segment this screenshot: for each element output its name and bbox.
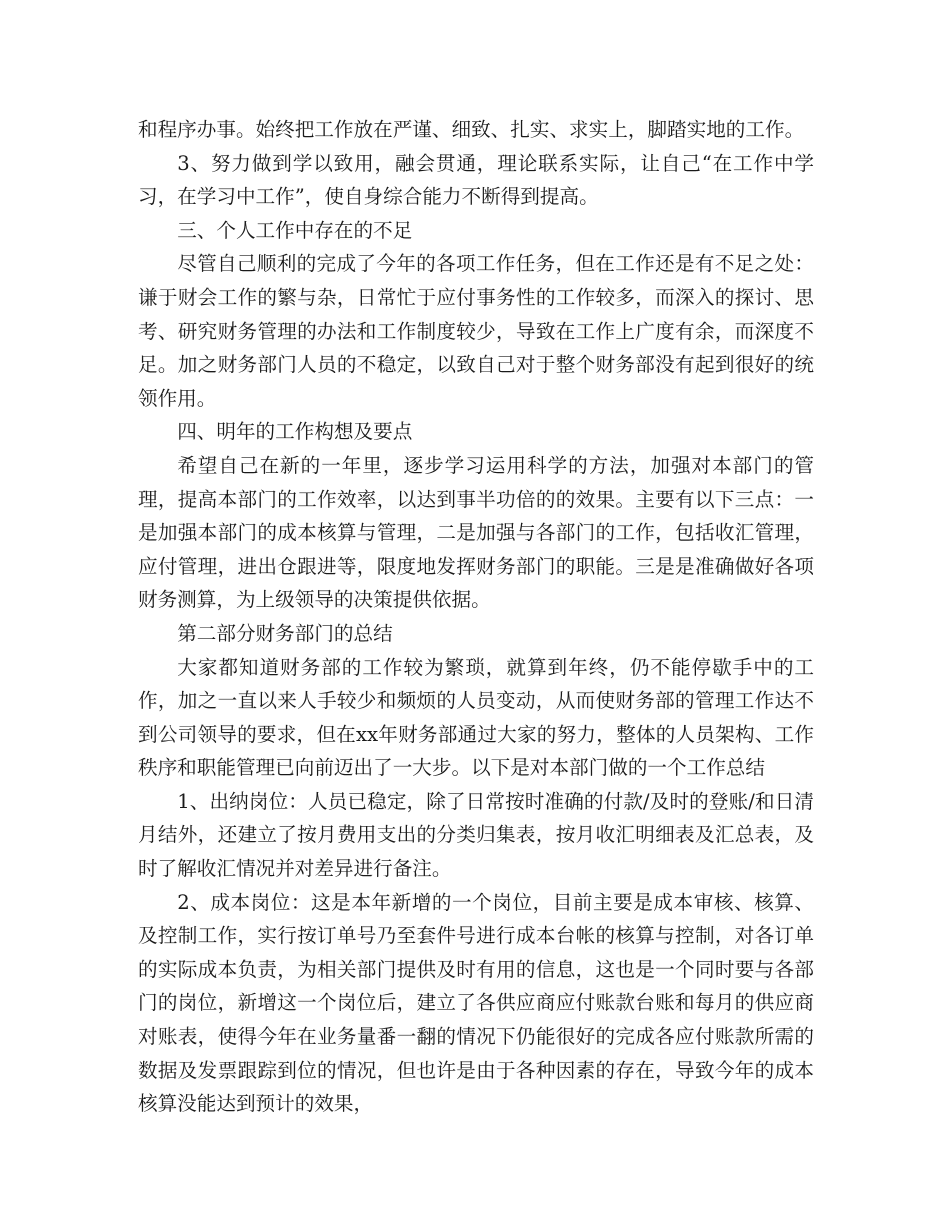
paragraph-shortcomings: 尽管自己顺利的完成了今年的各项工作任务，但在工作还是有不足之处：谦于财会工作的繁与杂，日常忙于应付事务性的工作较多，而深入的探讨、思考、研究财务管理的办法和工作制度较少，导致在工作上广度有余，而深度不足。加之财务部门人员的不稳定，以致自己对于整个财务部没有起到很好的统领作用。 — [138, 252, 814, 410]
paragraph-department-summary: 大家都知道财务部的工作较为繁琐，就算到年终，仍不能停歇手中的工作，加之一直以来人手较少和频烦的人员变动，从而使财务部的管理工作达不到公司领导的要求，但在xx年财务部通过大家的努力，整体的人员架构、工作秩序和职能管理已向前迈出了一大步。以下是对本部门做的一个工作总结 — [138, 655, 814, 780]
part-heading-2: 第二部分财务部门的总结 — [177, 621, 393, 645]
paragraph-cost-role: 2、成本岗位：这是本年新增的一个岗位，目前主要是成本审核、核算、及控制工作，实行按订单号乃至套件号进行成本台帐的核算与控制，对各订单的实际成本负责，为相关部门提供及时有用的信息，这也是一个同时要与各部门的岗位，新增这一个岗位后，建立了各供应商应付账款台账和每月的供应商对账表，使得今年在业务量番一翻的情况下仍能很好的完成各应付账款所需的数据及发票跟踪到位的情况，但也许是由于各种因素的存在，导致今年的成本核算没能达到预计的效果， — [138, 890, 814, 1116]
section-heading-3: 三、个人工作中存在的不足 — [177, 218, 413, 242]
document-body — [138, 113, 814, 1121]
paragraph-cashier-role: 1、出纳岗位：人员已稳定，除了日常按时准确的付款/及时的登账/和日清月结外，还建立了按月费用支出的分类归集表，按月收汇明细表及汇总表，及时了解收汇情况并对差异进行备注。 — [138, 789, 814, 881]
paragraph-item-3: 3、努力做到学以致用，融会贯通，理论联系实际，让自己“在工作中学习，在学习中工作”，使自身综合能力不断得到提高。 — [138, 151, 814, 209]
paragraph-plans: 希望自己在新的一年里，逐步学习运用科学的方法，加强对本部门的管理，提高本部门的工作效率，以达到事半功倍的的效果。主要有以下三点：一是加强本部门的成本核算与管理，二是加强与各部门的工作，包括收汇管理，应付管理，进出仓跟进等，限度地发挥财务部门的职能。三是是准确做好各项财务测算，为上级领导的决策提供依据。 — [138, 453, 814, 612]
section-heading-4: 四、明年的工作构想及要点 — [177, 420, 413, 444]
paragraph-continuation: 和程序办事。始终把工作放在严谨、细致、扎实、求实上，脚踏实地的工作。 — [138, 118, 805, 141]
